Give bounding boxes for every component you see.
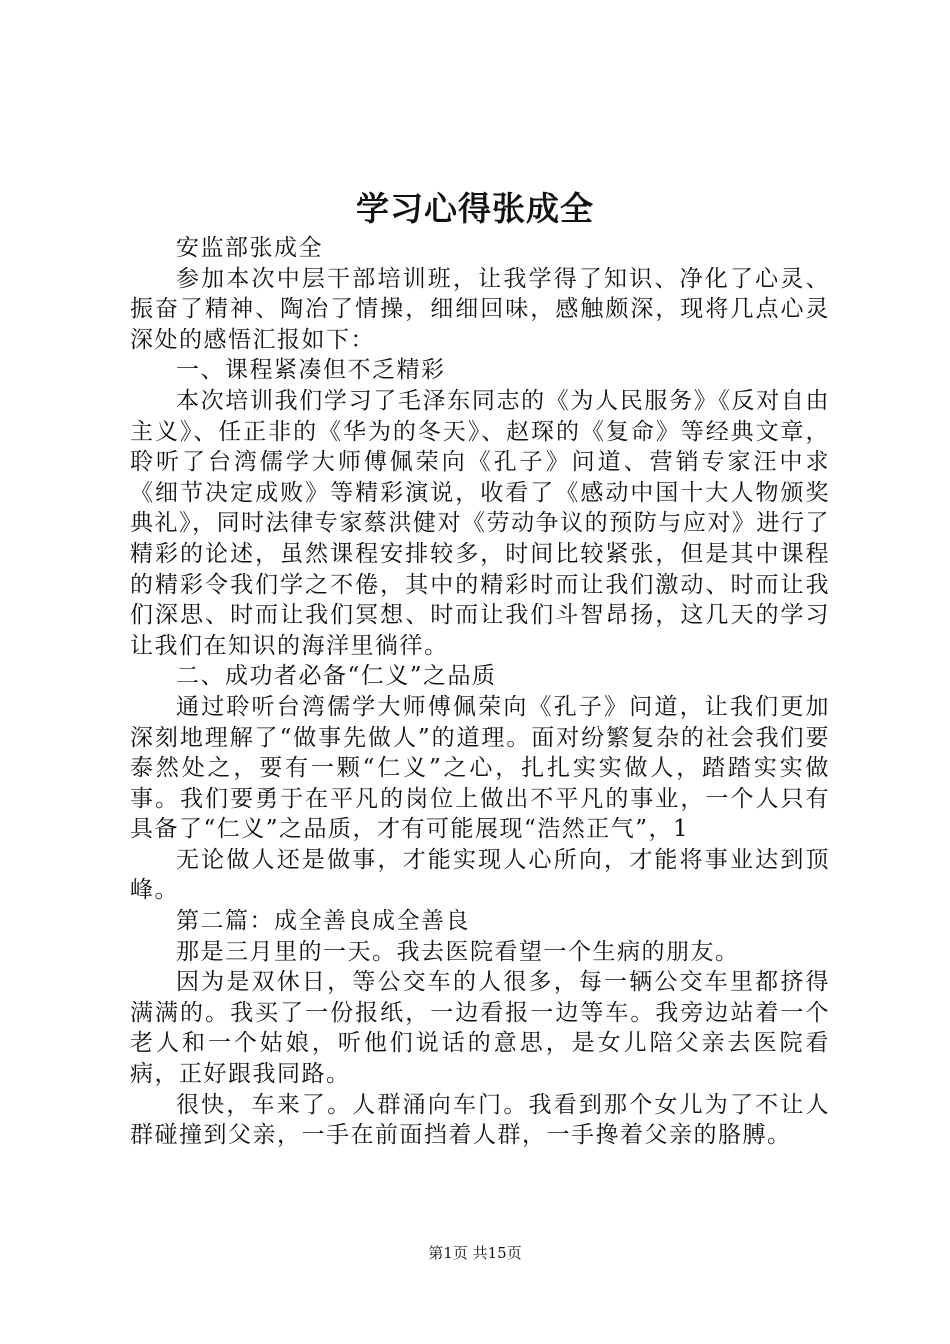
paragraph: 通过聆听台湾儒学大师傅佩荣向《孔子》问道，让我们更加深刻地理解了“做事先做人”的道理。面对纷繁复杂的社会我们要泰然处之，要有一颗“仁义”之心，扎扎实实做人，踏踏实实做事。我们要勇于在平凡的岗位上做出不平凡的事业，一个人只有具备了“仁义”之品质，才有可能展现“浩然正气”，1 [130, 693, 830, 843]
paragraph: 很快，车来了。人群涌向车门。我看到那个女儿为了不让人群碰撞到父亲，一手在前面挡着人群，一手搀着父亲的胳膊。 [130, 1091, 830, 1149]
section-heading: 一、课程紧凑但不乏精彩 [176, 357, 446, 384]
document-body [130, 233, 830, 1151]
page-footer: 第1页 共15页 [428, 1244, 522, 1262]
document-title: 学习心得张成全 [356, 189, 594, 228]
paragraph: 参加本次中层干部培训班，让我学得了知识、净化了心灵、振奋了精神、陶冶了情操，细细回味，感触颇深，现将几点心灵深处的感悟汇报如下： [130, 265, 830, 353]
author-line: 安监部张成全 [176, 235, 323, 261]
paragraph: 本次培训我们学习了毛泽东同志的《为人民服务》《反对自由主义》、任正非的《华为的冬天》、赵琛的《复命》等经典文章，聆听了台湾儒学大师傅佩荣向《孔子》问道、营销专家汪中求《细节决定成败》等精彩演说，收看了《感动中国十大人物颁奖典礼》，同时法律专家蔡洪健对《劳动争议的预防与应对》进行了精彩的论述，虽然课程安排较多，时间比较紧张，但是其中课程的精彩令我们学之不倦，其中的精彩时而让我们激动、时而让我们深思、时而让我们冥想、时而让我们斗智昂扬，这几天的学习让我们在知识的海洋里徜徉。 [130, 387, 830, 659]
paragraph: 无论做人还是做事，才能实现人心所向，才能将事业达到顶峰。 [130, 846, 830, 904]
section-heading: 二、成功者必备“仁义”之品质 [176, 663, 497, 690]
paragraph: 那是三月里的一天。我去医院看望一个生病的朋友。 [176, 938, 740, 965]
section-heading: 第二篇：成全善良成全善良 [176, 908, 470, 935]
paragraph: 因为是双休日，等公交车的人很多，每一辆公交车里都挤得满满的。我买了一份报纸，一边看报一边等车。我旁边站着一个老人和一个姑娘，听他们说话的意思，是女儿陪父亲去医院看病，正好跟我同路。 [130, 969, 830, 1088]
